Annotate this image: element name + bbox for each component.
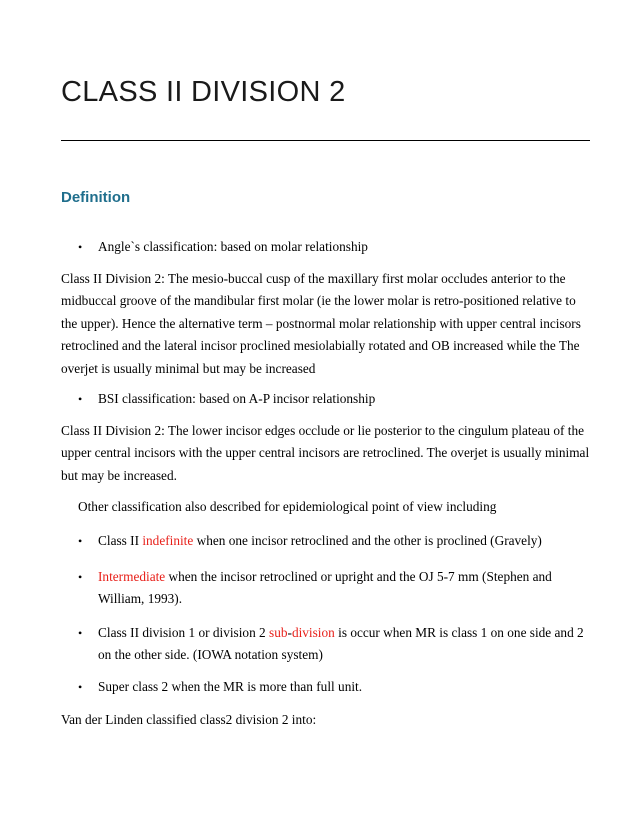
- list-item-text: Super class 2 when the MR is more than full unit.: [98, 679, 363, 694]
- text-segment: when one incisor retroclined and the other is proclined (Gravely): [193, 533, 542, 548]
- list-item-intermediate: [78, 566, 590, 611]
- section-heading-definition: Definition: [61, 189, 131, 206]
- bullet-icon: •: [78, 626, 83, 640]
- highlight-term: Intermediate: [98, 569, 166, 584]
- title-divider: [61, 140, 590, 141]
- highlight-term: division: [291, 625, 335, 640]
- highlight-term: indefinite: [142, 533, 194, 548]
- bullet-icon: •: [78, 240, 83, 254]
- bullet-angle-classification: [78, 237, 590, 257]
- text-segment: is occur when MR is class 1 on one side and 2 on the other side. (IOWA notation system): [98, 625, 584, 663]
- bullet-icon: •: [78, 534, 83, 548]
- bullet-text: BSI classification: based on A-P incisor relationship: [98, 391, 376, 406]
- list-item-super-class: [78, 677, 590, 697]
- text-segment: Class II division 1 or division 2: [98, 625, 270, 640]
- list-item-text: [98, 566, 590, 611]
- paragraph-other-classification: Other classification also described for epidemiological point of view including: [78, 499, 497, 514]
- page-title: CLASS II DIVISION 2: [61, 76, 346, 108]
- bullet-icon: •: [78, 570, 83, 584]
- text-segment: Class II: [98, 533, 143, 548]
- bullet-icon: •: [78, 680, 83, 694]
- text-segment: when the incisor retroclined or upright and the OJ 5-7 mm (Stephen and William, 1993).: [98, 569, 552, 607]
- paragraph-angle-definition: Class II Division 2: The mesio-buccal cusp of the maxillary first molar occludes anterior to the midbuccal groove of the mandibular first molar (ie the lower molar is retro-positioned relative to the upper). Hence the alternative term – postnormal molar relationship with upper central incisors retroclined and the lateral incisor proclined mesiolabially rotated and OB increased while the The overjet is usually minimal but may be increased: [61, 271, 581, 376]
- paragraph-van-der-linden: Van der Linden classified class2 division 2 into:: [61, 712, 317, 727]
- list-item-text: [98, 622, 590, 667]
- text-segment: -: [287, 625, 292, 640]
- list-item-subdivision: [78, 622, 590, 667]
- list-item-text: [98, 531, 590, 551]
- bullet-text: Angle`s classification: based on molar relationship: [98, 239, 368, 254]
- highlight-term: sub: [269, 625, 288, 640]
- bullet-icon: •: [78, 392, 83, 406]
- list-item-indefinite: [78, 531, 590, 551]
- paragraph-bsi-definition: Class II Division 2: The lower incisor edges occlude or lie posterior to the cingulum plateau of the upper central incisors with the upper central incisors are retroclined. The overjet is usually minimal but may be increased.: [61, 423, 590, 483]
- bullet-bsi-classification: [78, 389, 590, 409]
